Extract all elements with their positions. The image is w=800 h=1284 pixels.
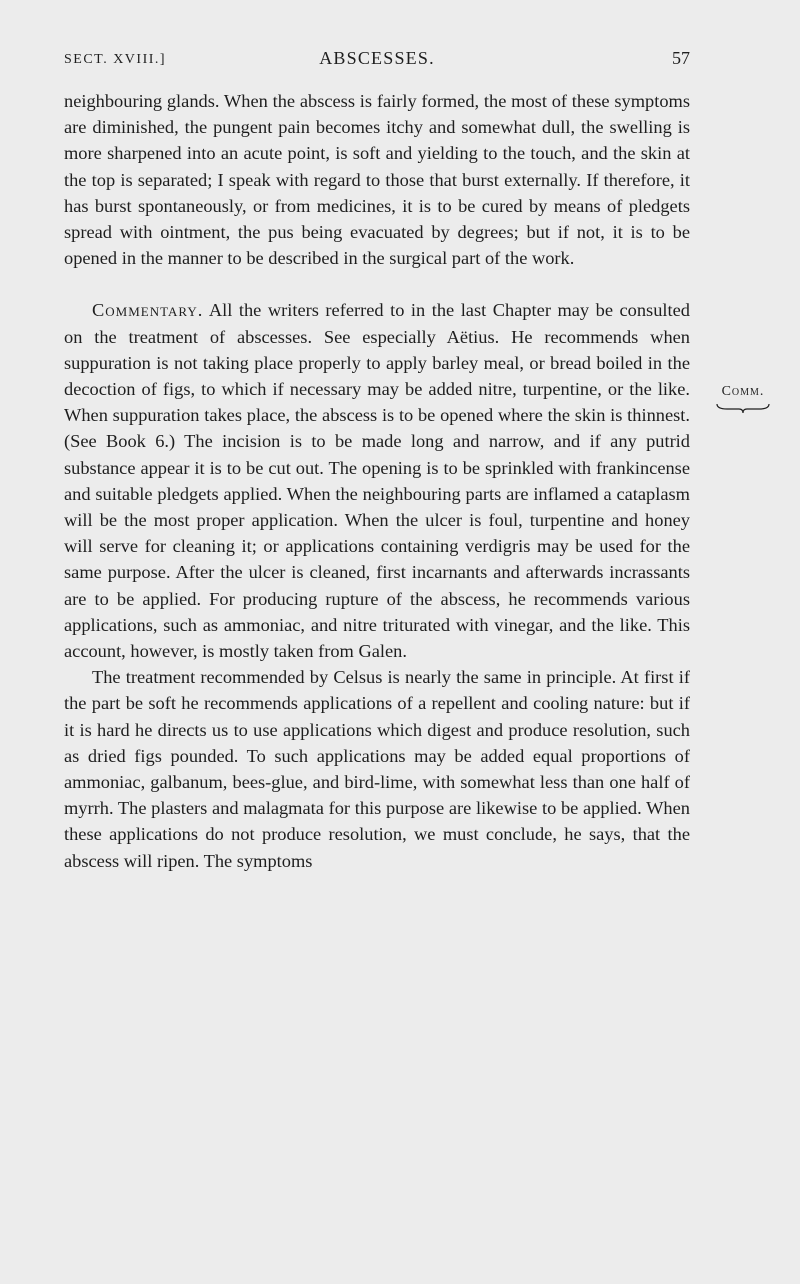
paragraph-celsus: The treatment recommended by Celsus is nearly the same in principle. At first if the part be soft he recommends applications of a repellent and cooling nature: but if it is hard he directs us to use applications which digest and produce resolution, such as dried figs pounded. To such applications may be added equal proportions of ammoniac, galbanum, bees-glue, and bird-lime, with somewhat less than one half of myrrh. The plasters and malagmata for this purpose are likewise to be applied. When these applications do not produce resolution, we must conclude, he says, that the abscess will ripen. The symptoms — [64, 667, 690, 871]
running-header — [64, 48, 690, 74]
paragraph-commentary — [64, 297, 690, 664]
section-reference: SECT. XVIII.] — [64, 52, 167, 67]
commentary-text: All the writers referred to in the last Chapter may be consulted on the treatment of abscesses. See especially Aëtius. He recommends when suppuration is not taking place properly to apply barley meal, or bread boiled in the decoction of figs, to which if necessary may be added nitre, turpentine, or the like. When suppuration takes place, the abscess is to be opened where the skin is thinnest. (See Book 6.) The incision is to be made long and narrow, and if any putrid substance appear it is to be cut out. The opening is to be sprinkled with frankincense and suitable pledgets applied. When the neighbouring parts are inflamed a cataplasm will be the most proper application. When the ulcer is foul, turpentine and honey will serve for cleaning it; or applications containing verdigris may be used for the same purpose. After the ulcer is cleaned, first incarnants and afterwards incrassants are to be applied. For producing rupture of the abscess, he recommends various applications, such as ammoniac, and nitre triturated with vinegar, and the like. This account, however, is mostly taken from Galen. — [64, 300, 690, 662]
body-text — [64, 88, 690, 874]
commentary-lead: Commentary. — [92, 300, 204, 321]
page-title: ABSCESSES. — [319, 48, 435, 68]
page-number: 57 — [672, 48, 690, 68]
paragraph-continuation: neighbouring glands. When the abscess is fairly formed, the most of these symptoms are diminished, the pungent pain becomes itchy and somewhat dull, the swelling is more sharpened into an acute point, is soft and yielding to the touch, and the skin at the top is separated; I speak with regard to those that burst externally. If therefore, it has burst spontaneously, or from medicines, it is to be cured by means of pledgets spread with ointment, the pus being evacuated by degrees; but if not, it is to be opened in the manner to be described in the surgical part of the work. — [64, 91, 690, 269]
brace-icon — [715, 402, 771, 414]
margin-label: Comm. — [721, 384, 765, 399]
margin-note — [703, 384, 783, 414]
